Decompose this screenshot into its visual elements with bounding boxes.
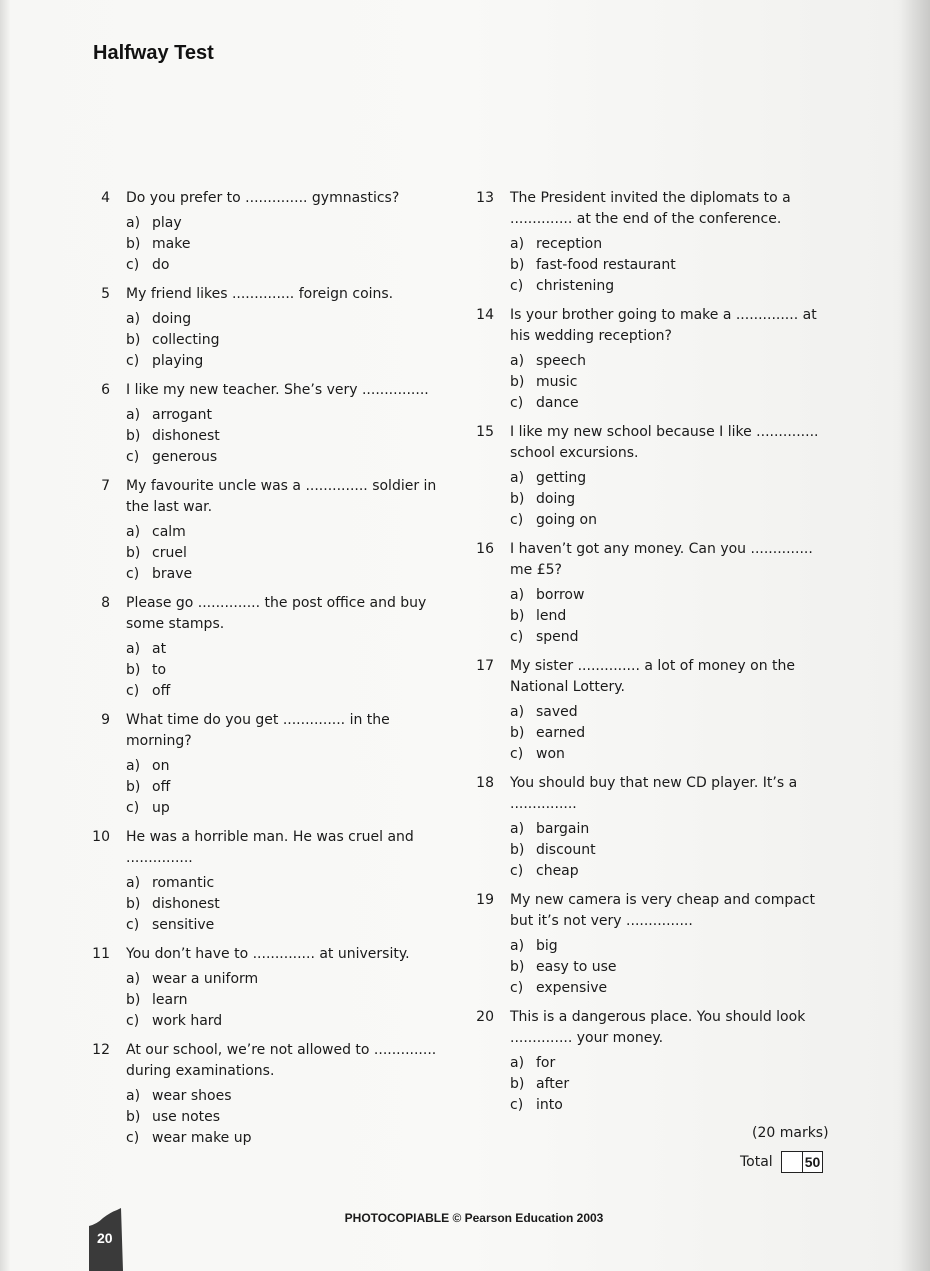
section-marks: (20 marks) — [752, 1125, 829, 1141]
option-text: wear a uniform — [152, 971, 259, 987]
question-number: 6 — [101, 382, 110, 398]
option-text: doing — [152, 311, 192, 327]
answer-option[interactable] — [126, 894, 443, 915]
option-letter: b) — [510, 491, 525, 507]
answer-option[interactable] — [510, 606, 827, 627]
option-text: play — [152, 215, 182, 231]
option-letter: c) — [510, 629, 524, 645]
answer-option[interactable] — [510, 276, 827, 297]
option-letter: c) — [510, 1097, 524, 1113]
option-text: collecting — [152, 332, 220, 348]
answer-option[interactable] — [126, 351, 443, 372]
option-letter: c) — [126, 800, 140, 816]
question-text: My friend likes .............. foreign coins. — [126, 286, 394, 302]
option-text: use notes — [152, 1109, 221, 1125]
answer-option[interactable] — [510, 234, 827, 255]
option-letter: a) — [126, 971, 141, 987]
total-max-score: 50 — [803, 1151, 824, 1173]
option-text: off — [152, 779, 171, 795]
option-text: doing — [536, 491, 576, 507]
option-text: reception — [536, 236, 603, 252]
question-18 — [472, 773, 827, 882]
option-text: to — [152, 662, 167, 678]
answer-options — [510, 234, 827, 297]
option-text: expensive — [536, 980, 608, 996]
answer-option[interactable] — [510, 978, 827, 999]
answer-option[interactable] — [126, 543, 443, 564]
option-text: speech — [536, 353, 586, 369]
question-number: 5 — [101, 286, 110, 302]
answer-options — [126, 522, 443, 585]
answer-option[interactable] — [510, 702, 827, 723]
answer-options — [126, 756, 443, 819]
option-text: make — [152, 236, 191, 252]
question-number: 14 — [476, 307, 494, 323]
option-letter: a) — [126, 875, 141, 891]
question-text: My sister .............. a lot of money on the National Lottery. — [510, 658, 796, 695]
question-number: 17 — [476, 658, 494, 674]
question-number: 10 — [92, 829, 110, 845]
option-letter: a) — [126, 215, 141, 231]
right-question-column — [472, 188, 827, 1124]
question-text: My new camera is very cheap and compact but it’s not very ............... — [510, 892, 815, 929]
page-title: Halfway Test — [93, 42, 214, 64]
option-letter: b) — [126, 896, 141, 912]
question-7 — [88, 476, 443, 585]
question-4 — [88, 188, 443, 276]
option-text: on — [152, 758, 170, 774]
total-score — [740, 1151, 823, 1173]
question-17 — [472, 656, 827, 765]
option-text: wear shoes — [152, 1088, 232, 1104]
option-text: wear make up — [152, 1130, 252, 1146]
answer-option[interactable] — [126, 777, 443, 798]
question-number: 9 — [101, 712, 110, 728]
question-text: My favourite uncle was a .............. soldier in the last war. — [126, 478, 437, 515]
option-letter: c) — [126, 1130, 140, 1146]
option-letter: a) — [510, 938, 525, 954]
option-letter: a) — [126, 407, 141, 423]
answer-options — [510, 468, 827, 531]
option-text: up — [152, 800, 170, 816]
answer-option[interactable] — [510, 936, 827, 957]
answer-option[interactable] — [510, 510, 827, 531]
option-letter: a) — [510, 587, 525, 603]
option-text: spend — [536, 629, 579, 645]
option-text: calm — [152, 524, 186, 540]
answer-option[interactable] — [510, 861, 827, 882]
answer-option[interactable] — [510, 744, 827, 765]
option-text: generous — [152, 449, 218, 465]
question-number: 19 — [476, 892, 494, 908]
option-letter: b) — [510, 608, 525, 624]
question-9 — [88, 710, 443, 819]
option-letter: a) — [510, 821, 525, 837]
question-number: 4 — [101, 190, 110, 206]
answer-options — [510, 351, 827, 414]
option-text: borrow — [536, 587, 585, 603]
option-letter: a) — [510, 236, 525, 252]
total-score-box[interactable] — [781, 1151, 803, 1173]
question-number: 18 — [476, 775, 494, 791]
answer-options — [510, 936, 827, 999]
question-15 — [472, 422, 827, 531]
option-letter: a) — [126, 524, 141, 540]
answer-option[interactable] — [126, 756, 443, 777]
option-letter: b) — [510, 959, 525, 975]
option-letter: b) — [126, 236, 141, 252]
answer-options — [510, 819, 827, 882]
answer-option[interactable] — [126, 255, 443, 276]
option-text: christening — [536, 278, 615, 294]
option-letter: c) — [510, 746, 524, 762]
question-text: What time do you get .............. in the morning? — [126, 712, 390, 749]
option-text: discount — [536, 842, 596, 858]
answer-option[interactable] — [510, 840, 827, 861]
option-letter: b) — [126, 779, 141, 795]
answer-option[interactable] — [510, 1095, 827, 1116]
option-text: playing — [152, 353, 204, 369]
answer-options — [126, 1086, 443, 1149]
question-19 — [472, 890, 827, 999]
question-number: 12 — [92, 1042, 110, 1058]
option-text: sensitive — [152, 917, 215, 933]
question-text: At our school, we’re not allowed to .............. during examinations. — [126, 1042, 437, 1079]
option-text: arrogant — [152, 407, 212, 423]
option-letter: a) — [126, 311, 141, 327]
option-letter: c) — [510, 278, 524, 294]
option-text: off — [152, 683, 171, 699]
page-left-edge — [0, 0, 10, 1271]
question-text: This is a dangerous place. You should look .............. your money. — [510, 1009, 806, 1046]
answer-option[interactable] — [126, 1107, 443, 1128]
option-text: for — [536, 1055, 556, 1071]
option-letter: c) — [510, 863, 524, 879]
question-text: He was a horrible man. He was cruel and ............... — [126, 829, 414, 866]
option-text: work hard — [152, 1013, 223, 1029]
answer-option[interactable] — [126, 213, 443, 234]
option-text: at — [152, 641, 167, 657]
answer-option[interactable] — [126, 522, 443, 543]
answer-options — [510, 702, 827, 765]
option-letter: a) — [126, 641, 141, 657]
answer-options — [126, 873, 443, 936]
option-letter: a) — [510, 470, 525, 486]
option-letter: c) — [510, 395, 524, 411]
question-text: You should buy that new CD player. It’s a ............... — [510, 775, 798, 812]
answer-option[interactable] — [510, 1053, 827, 1074]
question-text: Please go .............. the post office and buy some stamps. — [126, 595, 427, 632]
option-letter: c) — [510, 980, 524, 996]
option-letter: c) — [126, 1013, 140, 1029]
option-text: won — [536, 746, 565, 762]
option-text: dishonest — [152, 428, 220, 444]
answer-option[interactable] — [510, 468, 827, 489]
question-text: The President invited the diplomats to a .............. at the end of the conference. — [510, 190, 791, 227]
page-number: 20 — [97, 1230, 113, 1246]
answer-option[interactable] — [126, 1086, 443, 1107]
option-letter: a) — [510, 704, 525, 720]
question-number: 16 — [476, 541, 494, 557]
answer-option[interactable] — [126, 309, 443, 330]
option-letter: b) — [510, 842, 525, 858]
answer-option[interactable] — [126, 330, 443, 351]
page-right-shadow — [900, 0, 930, 1271]
question-text: I like my new teacher. She’s very ............... — [126, 382, 429, 398]
option-letter: b) — [126, 1109, 141, 1125]
option-letter: b) — [126, 992, 141, 1008]
answer-option[interactable] — [126, 1128, 443, 1149]
answer-option[interactable] — [510, 489, 827, 510]
option-letter: c) — [126, 566, 140, 582]
answer-option[interactable] — [510, 351, 827, 372]
question-text: You don’t have to .............. at university. — [126, 946, 410, 962]
option-letter: b) — [510, 1076, 525, 1092]
answer-option[interactable] — [126, 447, 443, 468]
option-letter: b) — [126, 428, 141, 444]
left-question-column — [88, 188, 443, 1157]
question-number: 7 — [101, 478, 110, 494]
option-text: romantic — [152, 875, 215, 891]
answer-option[interactable] — [126, 681, 443, 702]
option-letter: b) — [126, 545, 141, 561]
option-text: fast-food restaurant — [536, 257, 676, 273]
question-text: Do you prefer to .............. gymnastics? — [126, 190, 400, 206]
option-letter: c) — [126, 257, 140, 273]
answer-options — [510, 585, 827, 648]
option-letter: b) — [510, 725, 525, 741]
question-number: 11 — [92, 946, 110, 962]
answer-option[interactable] — [510, 393, 827, 414]
answer-option[interactable] — [126, 405, 443, 426]
option-letter: c) — [510, 512, 524, 528]
answer-option[interactable] — [126, 426, 443, 447]
copyright-footer: PHOTOCOPIABLE © Pearson Education 2003 — [344, 1211, 604, 1225]
option-text: easy to use — [536, 959, 617, 975]
question-text: Is your brother going to make a .............. at his wedding reception? — [510, 307, 817, 344]
question-number: 13 — [476, 190, 494, 206]
question-number: 15 — [476, 424, 494, 440]
option-text: after — [536, 1076, 570, 1092]
option-letter: b) — [510, 374, 525, 390]
answer-option[interactable] — [510, 585, 827, 606]
answer-option[interactable] — [126, 234, 443, 255]
question-8 — [88, 593, 443, 702]
option-letter: a) — [510, 353, 525, 369]
question-20 — [472, 1007, 827, 1116]
answer-option[interactable] — [510, 819, 827, 840]
answer-option[interactable] — [126, 873, 443, 894]
answer-option[interactable] — [510, 372, 827, 393]
question-13 — [472, 188, 827, 297]
option-text: lend — [536, 608, 567, 624]
option-text: saved — [536, 704, 578, 720]
option-text: do — [152, 257, 170, 273]
option-letter: a) — [510, 1055, 525, 1071]
option-text: big — [536, 938, 558, 954]
option-letter: c) — [126, 449, 140, 465]
answer-options — [126, 969, 443, 1032]
question-16 — [472, 539, 827, 648]
option-text: learn — [152, 992, 188, 1008]
question-number: 8 — [101, 595, 110, 611]
question-11 — [88, 944, 443, 1032]
option-letter: a) — [126, 758, 141, 774]
question-12 — [88, 1040, 443, 1149]
answer-options — [126, 405, 443, 468]
option-letter: c) — [126, 917, 140, 933]
answer-option[interactable] — [510, 255, 827, 276]
answer-option[interactable] — [510, 627, 827, 648]
answer-option[interactable] — [510, 957, 827, 978]
answer-options — [126, 309, 443, 372]
option-text: into — [536, 1097, 563, 1113]
answer-options — [510, 1053, 827, 1116]
answer-option[interactable] — [126, 798, 443, 819]
question-14 — [472, 305, 827, 414]
option-text: getting — [536, 470, 587, 486]
option-letter: b) — [126, 662, 141, 678]
question-number: 20 — [476, 1009, 494, 1025]
answer-option[interactable] — [126, 660, 443, 681]
option-text: cruel — [152, 545, 187, 561]
option-text: brave — [152, 566, 193, 582]
option-text: cheap — [536, 863, 579, 879]
question-5 — [88, 284, 443, 372]
option-letter: c) — [126, 353, 140, 369]
option-text: dishonest — [152, 896, 220, 912]
answer-options — [126, 213, 443, 276]
option-text: music — [536, 374, 578, 390]
option-letter: b) — [510, 257, 525, 273]
option-letter: b) — [126, 332, 141, 348]
option-text: bargain — [536, 821, 590, 837]
answer-option[interactable] — [510, 1074, 827, 1095]
answer-option[interactable] — [126, 639, 443, 660]
answer-option[interactable] — [126, 915, 443, 936]
question-text: I haven’t got any money. Can you .............. me £5? — [510, 541, 813, 578]
answer-option[interactable] — [126, 990, 443, 1011]
answer-option[interactable] — [126, 564, 443, 585]
option-text: earned — [536, 725, 586, 741]
question-6 — [88, 380, 443, 468]
option-letter: c) — [126, 683, 140, 699]
question-10 — [88, 827, 443, 936]
question-text: I like my new school because I like .............. school excursions. — [510, 424, 819, 461]
answer-option[interactable] — [510, 723, 827, 744]
option-letter: a) — [126, 1088, 141, 1104]
answer-option[interactable] — [126, 1011, 443, 1032]
total-label: Total — [740, 1154, 773, 1170]
answer-options — [126, 639, 443, 702]
answer-option[interactable] — [126, 969, 443, 990]
option-text: dance — [536, 395, 579, 411]
option-text: going on — [536, 512, 597, 528]
